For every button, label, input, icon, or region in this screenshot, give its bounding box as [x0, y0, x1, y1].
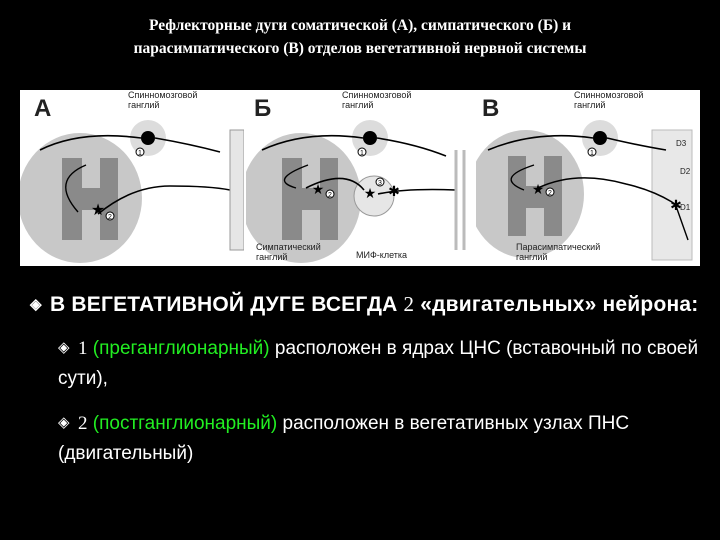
panel-a — [20, 90, 244, 266]
svg-text:✱: ✱ — [670, 197, 682, 213]
slide-title — [20, 14, 700, 60]
mark-d3: D3 — [676, 139, 687, 148]
sub-bullet-text: расположен в ядрах ЦНС (вставочный по своей сути), — [58, 338, 699, 389]
label-spinal-ganglion: Спинномозговой — [342, 90, 412, 100]
diamond-bullet-icon: ◈ — [58, 339, 70, 356]
main-bullet — [30, 290, 700, 319]
label-sympathetic-ganglion: Симпатический — [256, 242, 321, 252]
sub-bullet-2 — [58, 408, 700, 469]
panel-b — [246, 90, 470, 266]
main-bullet-prefix: В ВЕГЕТАТИВНОЙ ДУГЕ ВСЕГДА — [50, 293, 404, 316]
mark-2: 2 — [328, 192, 332, 199]
reflex-arc-figure — [20, 90, 700, 266]
title-line-2: парасимпатического (В) отделов вегетативной нервной системы — [133, 40, 587, 57]
sub-bullet-number: 2 — [78, 413, 88, 434]
svg-text:★: ★ — [531, 181, 545, 197]
label-ganglion: ганглий — [128, 100, 160, 110]
panel-a-diagram — [20, 90, 244, 266]
label-parasympathetic-ganglion: Парасимпатический — [516, 242, 601, 252]
main-bullet-suffix: «двигательных» нейрона: — [414, 293, 699, 316]
diamond-bullet-icon: ◈ — [58, 414, 70, 431]
svg-text:★: ★ — [311, 181, 325, 197]
bullet-list — [30, 290, 700, 469]
label-ganglion-2: ганглий — [516, 252, 548, 262]
label-ganglion: ганглий — [574, 100, 606, 110]
svg-text:★: ★ — [90, 202, 106, 219]
label-ganglion: ганглий — [342, 100, 374, 110]
svg-text:★: ★ — [363, 185, 377, 201]
sub-bullet-1 — [58, 333, 700, 394]
panel-letter: Б — [254, 95, 272, 122]
mark-d2: D2 — [680, 167, 691, 176]
panel-v-diagram — [476, 90, 700, 266]
diamond-bullet-icon: ◈ — [30, 296, 42, 313]
panel-letter: А — [34, 95, 52, 122]
panel-b-diagram — [246, 90, 470, 266]
label-spinal-ganglion: Спинномозговой — [574, 90, 644, 100]
main-bullet-number: 2 — [403, 292, 415, 316]
mark-d1: D1 — [680, 203, 691, 212]
label-mif-cell: МИФ-клетка — [356, 250, 408, 260]
mark-1: 1 — [360, 150, 364, 157]
mark-3: 3 — [378, 180, 382, 187]
preganglionic-label: (преганглионарный) — [87, 338, 270, 359]
label-spinal-ganglion: Спинномозговой — [128, 90, 198, 100]
panel-letter: В — [482, 95, 500, 122]
mark-2: 2 — [548, 190, 552, 197]
label-ganglion-2: ганглий — [256, 252, 288, 262]
svg-text:✱: ✱ — [388, 183, 400, 199]
sub-bullet-text: расположен в вегетативных узлах ПНС (двигательный) — [58, 413, 630, 464]
mark-1: 1 — [590, 150, 594, 157]
mark-1: 1 — [138, 150, 142, 157]
title-line-1: Рефлекторные дуги соматической (А), симпатического (Б) и — [148, 17, 572, 34]
postganglionic-label: (постганглионарный) — [87, 413, 278, 434]
sub-bullet-number: 1 — [78, 338, 88, 359]
mark-2: 2 — [108, 214, 112, 221]
panel-v — [476, 90, 700, 266]
